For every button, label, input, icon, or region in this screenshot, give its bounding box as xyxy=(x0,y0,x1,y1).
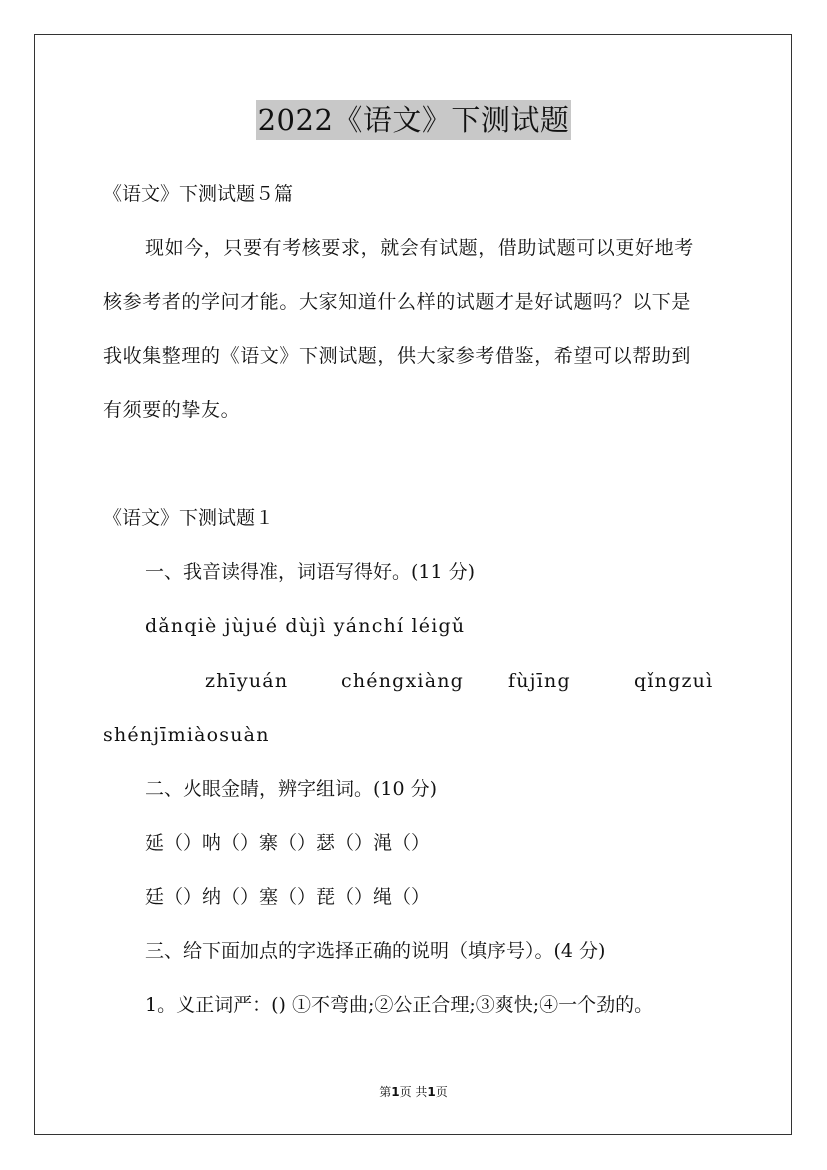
intro-line-2: 核参考者的学问才能。大家知道什么样的试题才是好试题吗？以下是 xyxy=(103,291,692,313)
title-container xyxy=(0,100,827,140)
intro-line-3: 我收集整理的《语文》下测试题，供大家参考借鉴，希望可以帮助到 xyxy=(103,345,692,367)
pinyin-row-2-item-3: fùjīng xyxy=(508,670,571,692)
footer-suffix: 页 xyxy=(435,1085,448,1099)
page-footer xyxy=(0,1084,827,1100)
document-title: 2022《语文》下测试题 xyxy=(256,100,572,140)
question-3-heading: 三、给下面加点的字选择正确的说明（填序号）。(4 分) xyxy=(145,940,606,962)
pinyin-row-2-item-2: chéngxiàng xyxy=(341,670,465,692)
question-3-item-1: 1。义正词严：() ①不弯曲;②公正合理;③爽快;④一个劲的。 xyxy=(145,994,654,1016)
pinyin-row-1: dǎnqiè jùjué dùjì yánchí léigǔ xyxy=(145,615,466,637)
pinyin-row-2-item-4: qǐngzuì xyxy=(634,670,714,692)
section-heading: 《语文》下测试题１ xyxy=(103,507,275,529)
footer-current-page: 1 xyxy=(391,1085,400,1099)
footer-total-pages: 1 xyxy=(427,1085,436,1099)
footer-prefix: 第 xyxy=(379,1085,392,1099)
question-1-heading: 一、我音读得准，词语写得好。(11 分) xyxy=(145,561,476,583)
question-2-row-2: 廷（）纳（）塞（）琵（）绳（） xyxy=(145,886,431,908)
pinyin-row-2-item-1: zhīyuán xyxy=(205,670,289,692)
intro-line-4: 有须要的挚友。 xyxy=(103,399,241,421)
intro-line-1: 现如今，只要有考核要求，就会有试题，借助试题可以更好地考 xyxy=(145,237,694,259)
pinyin-row-3: shénjīmiàosuàn xyxy=(103,724,270,746)
question-2-row-1: 延（）呐（）寨（）瑟（）渑（） xyxy=(145,832,431,854)
document-subtitle: 《语文》下测试题５篇 xyxy=(103,183,294,205)
footer-mid: 页 共 xyxy=(399,1085,428,1099)
question-2-heading: 二、火眼金睛，辨字组词。(10 分) xyxy=(145,778,438,800)
